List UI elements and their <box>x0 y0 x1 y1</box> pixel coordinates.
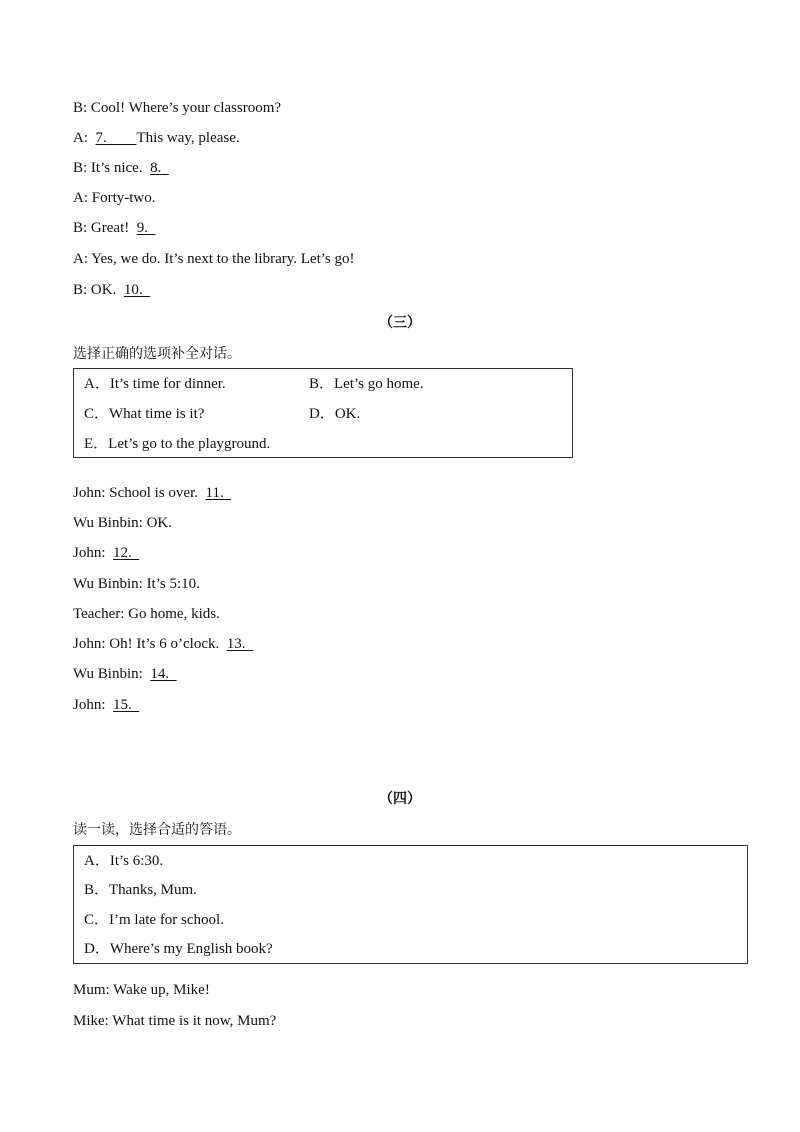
section-heading: （四） <box>379 791 421 807</box>
answer-blank: 14. <box>150 666 177 682</box>
section-instruction: 读一读，选择合适的答语。 <box>73 822 241 838</box>
dialogue-line: Mike: What time is it now, Mum? <box>73 1013 277 1029</box>
section-heading: （三） <box>379 315 421 331</box>
option-b: B．Let’s go home. <box>309 376 424 392</box>
section-instruction: 选择正确的选项补全对话。 <box>73 346 241 362</box>
dialogue-line <box>73 128 240 148</box>
option-a: A．It’s time for dinner. <box>84 376 226 392</box>
dialogue-line: Wu Binbin: OK. <box>73 515 172 531</box>
speaker-text: B: Great! <box>73 220 137 236</box>
dialogue-line: Mum: Wake up, Mike! <box>73 982 210 998</box>
option-c: C．What time is it? <box>84 406 205 422</box>
dialogue-line <box>73 695 139 715</box>
answer-blank: 15. <box>113 697 140 713</box>
speaker-text: B: It’s nice. <box>73 160 151 176</box>
option-e: E．Let’s go to the playground. <box>84 436 271 452</box>
line-text: This way, please. <box>136 130 240 146</box>
answer-blank: 10. <box>123 282 151 298</box>
speaker-text: John: <box>73 697 114 713</box>
speaker-text: John: School is over. <box>73 485 206 501</box>
speaker-text: John: Oh! It’s 6 o’clock. <box>73 636 227 652</box>
dialogue-line <box>73 634 253 654</box>
option-a: A．It’s 6:30. <box>84 853 164 869</box>
option-d: D．Where’s my English book? <box>84 941 273 957</box>
dialogue-line: A: Forty-two. <box>73 190 156 206</box>
option-d: D．OK. <box>309 406 361 422</box>
speaker-text: A: <box>73 130 96 146</box>
answer-blank: 9. <box>136 220 156 236</box>
dialogue-line: Teacher: Go home, kids. <box>73 606 220 622</box>
dialogue-line: B: Cool! Where’s your classroom? <box>73 100 282 116</box>
speaker-text: B: OK. <box>73 282 124 298</box>
options-box <box>73 845 748 964</box>
answer-blank: 11. <box>205 485 232 501</box>
option-b: B．Thanks, Mum. <box>84 882 197 898</box>
dialogue-line <box>73 158 169 178</box>
answer-blank: 13. <box>226 636 253 652</box>
dialogue-line <box>73 218 155 238</box>
dialogue-line <box>73 543 139 563</box>
dialogue-line: Wu Binbin: It’s 5:10. <box>73 576 200 592</box>
speaker-text: Wu Binbin: <box>73 666 151 682</box>
dialogue-line: A: Yes, we do. It’s next to the library. Let’s go! <box>73 251 355 267</box>
dialogue-line <box>73 483 231 503</box>
answer-blank: 12. <box>113 545 140 561</box>
option-c: C．I’m late for school. <box>84 912 224 928</box>
answer-blank: 8. <box>150 160 169 176</box>
options-box <box>73 368 573 458</box>
dialogue-line <box>73 664 177 684</box>
dialogue-line <box>73 280 150 300</box>
answer-blank: 7. <box>95 130 137 146</box>
speaker-text: John: <box>73 545 114 561</box>
